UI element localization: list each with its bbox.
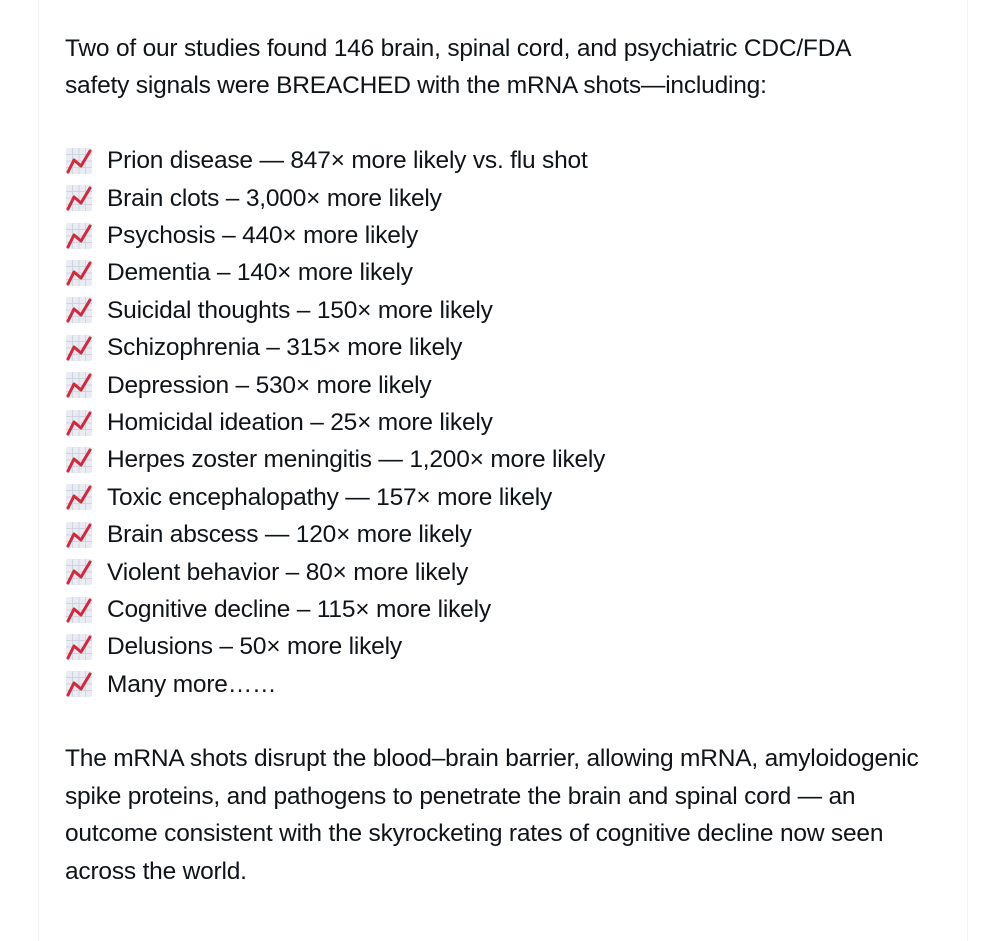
post-conclusion: The mRNA shots disrupt the blood–brain barrier, allowing mRNA, amyloidogenic spike proteins, and pathogens to penetrate the brain and spinal cord — an outcome consistent with the skyrocketing rates of cognitive decline now seen across the world. <box>65 745 919 885</box>
list-item-text: Dementia – 140× more likely <box>107 259 413 287</box>
chart-increasing-icon <box>65 446 93 474</box>
list-item-text: Many more…… <box>107 670 277 698</box>
list-item-text: Depression – 530× more likely <box>107 371 432 399</box>
signal-list <box>65 142 945 703</box>
list-item-text: Delusions – 50× more likely <box>107 633 402 661</box>
post-card <box>38 0 968 941</box>
chart-increasing-icon <box>65 558 93 586</box>
list-item-text: Psychosis – 440× more likely <box>107 221 418 249</box>
list-item <box>65 180 945 217</box>
chart-increasing-icon <box>65 371 93 399</box>
chart-increasing-icon <box>65 184 93 212</box>
chart-increasing-icon <box>65 409 93 437</box>
chart-increasing-icon <box>65 222 93 250</box>
list-item-text: Violent behavior – 80× more likely <box>107 558 469 586</box>
list-item <box>65 591 945 628</box>
chart-increasing-icon <box>65 596 93 624</box>
list-item-text: Suicidal thoughts – 150× more likely <box>107 296 493 324</box>
list-item <box>65 441 945 478</box>
chart-increasing-icon <box>65 259 93 287</box>
list-item <box>65 329 945 366</box>
list-item-text: Prion disease — 847× more likely vs. flu shot <box>107 147 588 175</box>
list-item <box>65 254 945 291</box>
list-item <box>65 554 945 591</box>
list-item <box>65 367 945 404</box>
chart-increasing-icon <box>65 296 93 324</box>
list-item <box>65 142 945 179</box>
paragraph-spacer <box>65 105 945 142</box>
post-intro: Two of our studies found 146 brain, spinal cord, and psychiatric CDC/FDA safety signals were BREACHED with the mRNA shots—including: <box>65 35 850 100</box>
list-item <box>65 628 945 665</box>
list-item <box>65 479 945 516</box>
list-item-text: Cognitive decline – 115× more likely <box>107 595 491 623</box>
list-item-text: Homicidal ideation – 25× more likely <box>107 408 493 436</box>
chart-increasing-icon <box>65 147 93 175</box>
list-item <box>65 292 945 329</box>
list-item-text: Toxic encephalopathy — 157× more likely <box>107 483 553 511</box>
list-item-text: Schizophrenia – 315× more likely <box>107 334 463 362</box>
chart-increasing-icon <box>65 633 93 661</box>
chart-increasing-icon <box>65 483 93 511</box>
chart-increasing-icon <box>65 670 93 698</box>
list-item <box>65 666 945 703</box>
list-item <box>65 516 945 553</box>
chart-increasing-icon <box>65 334 93 362</box>
list-item <box>65 217 945 254</box>
post-text <box>65 30 945 890</box>
list-item-text: Brain abscess — 120× more likely <box>107 521 472 549</box>
paragraph-spacer <box>65 703 945 740</box>
list-item-text: Brain clots – 3,000× more likely <box>107 184 442 212</box>
list-item-text: Herpes zoster meningitis — 1,200× more likely <box>107 446 606 474</box>
list-item <box>65 404 945 441</box>
chart-increasing-icon <box>65 521 93 549</box>
